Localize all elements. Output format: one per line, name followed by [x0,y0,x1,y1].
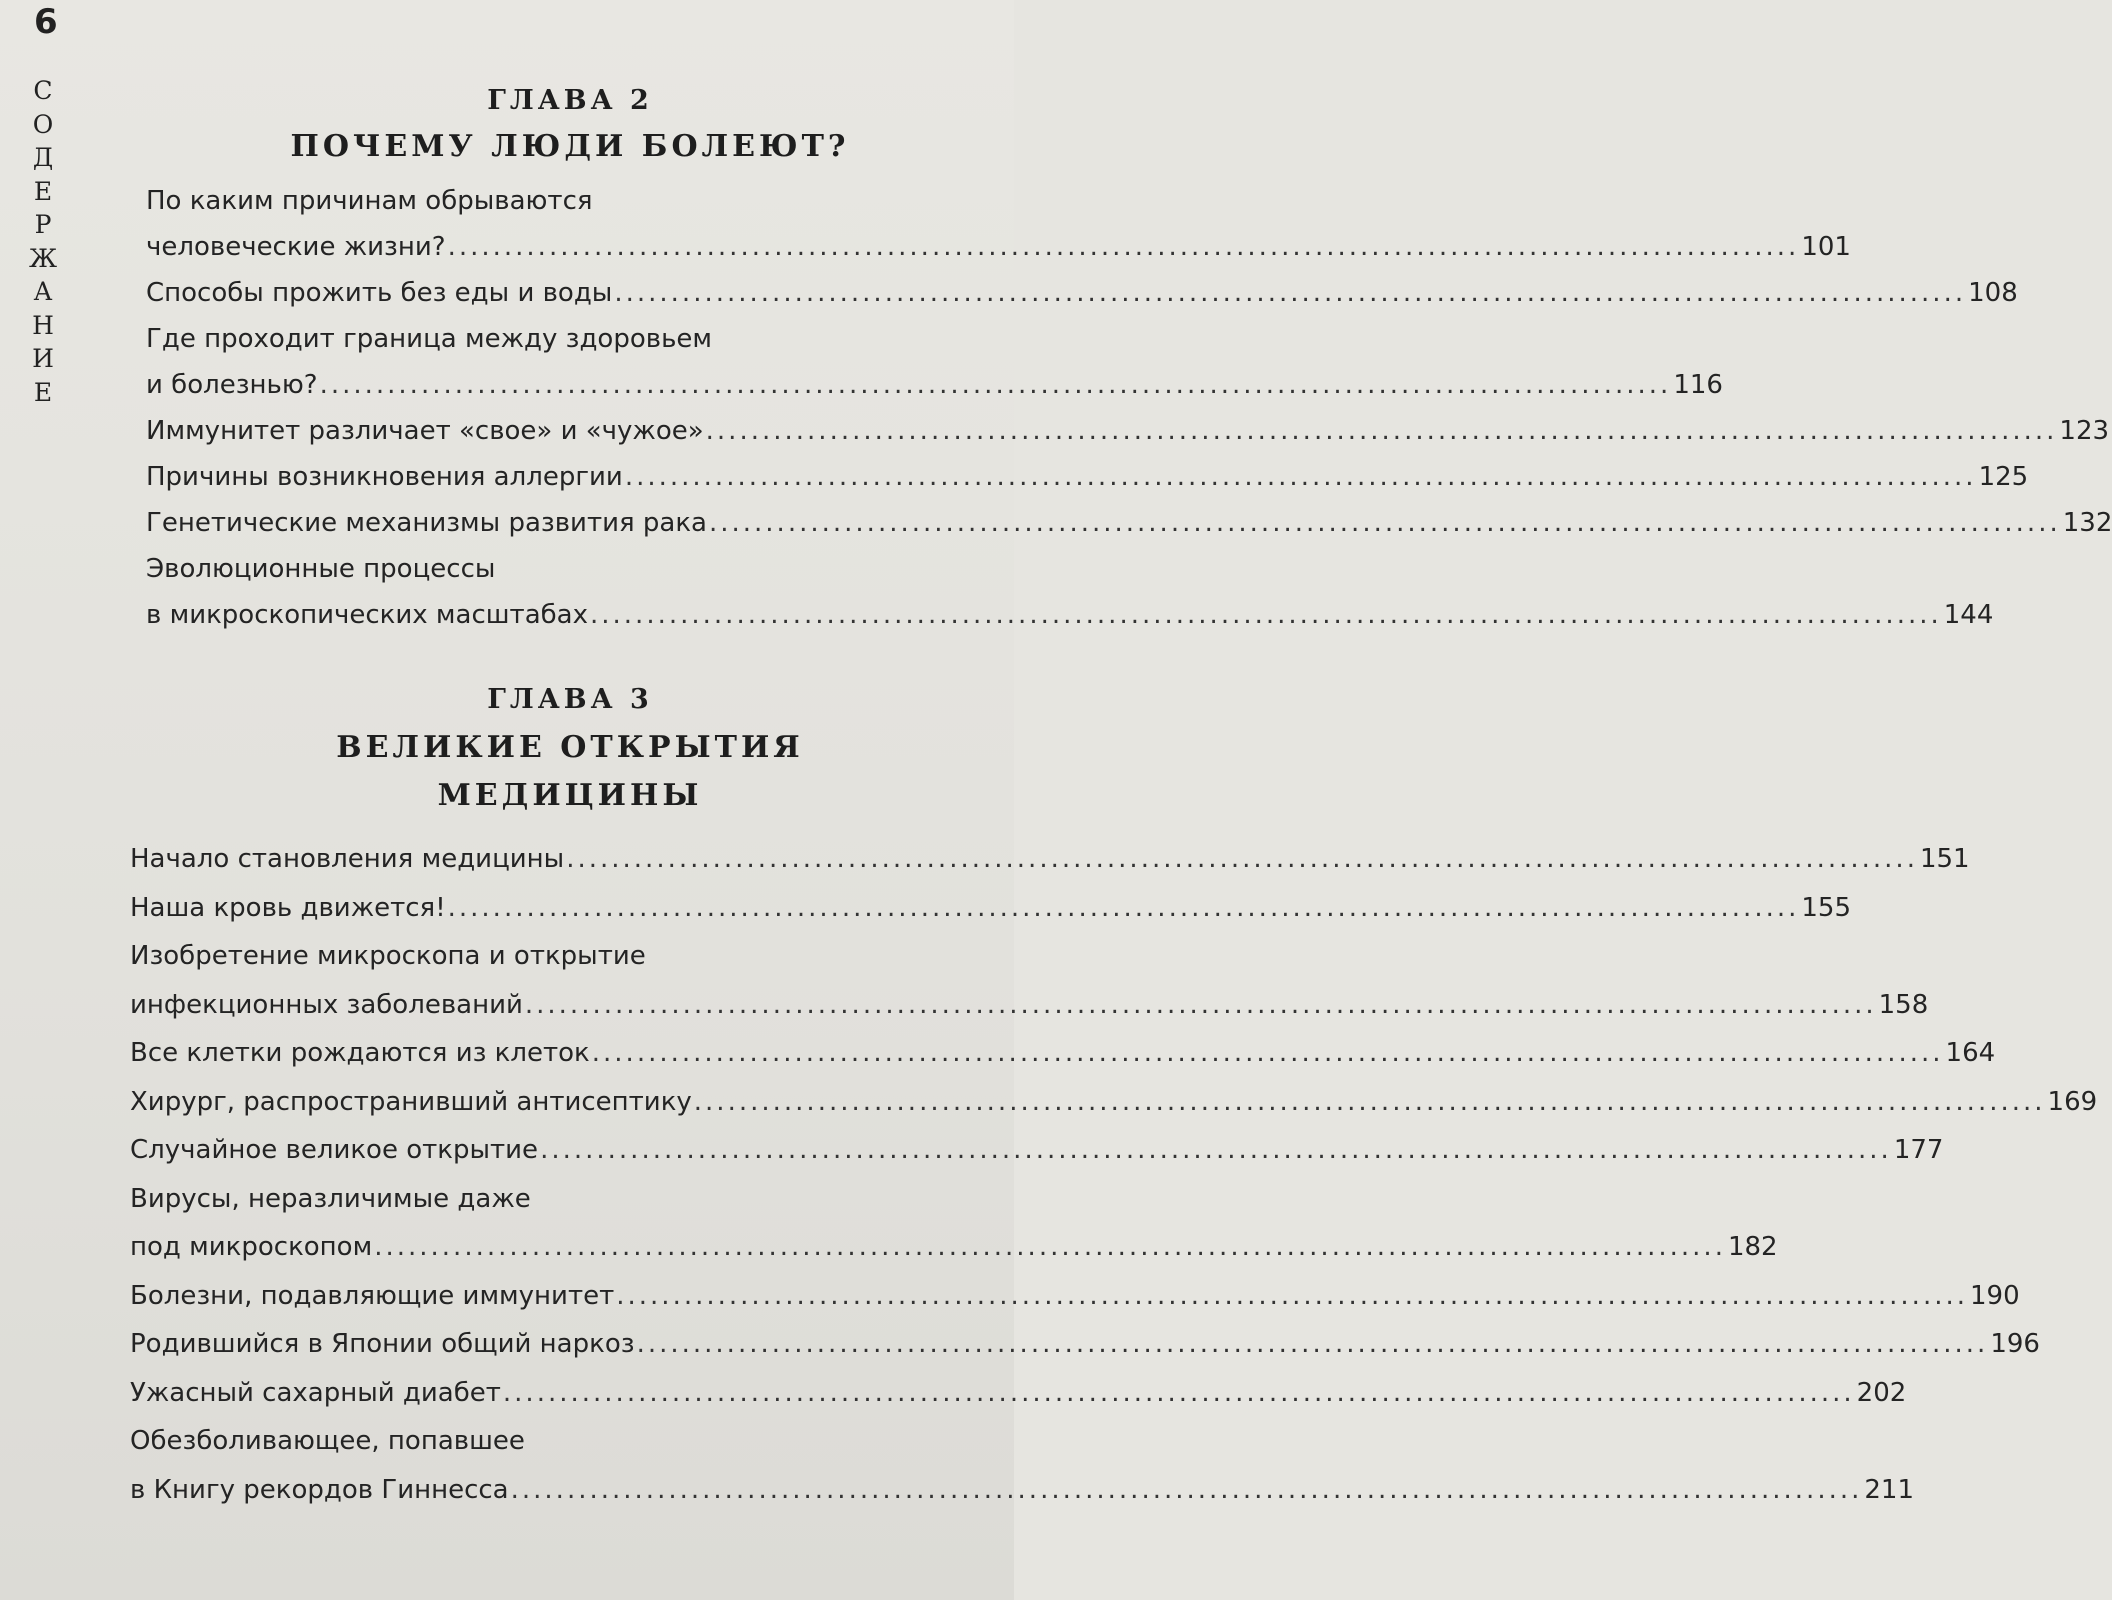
toc-page-number: 177 [1893,1135,1944,1165]
toc-entry-text: По каким причинам обрываются [146,186,593,216]
toc-entry-text: Способы прожить без еды и воды [146,278,613,308]
toc-entry-text: Все клетки рождаются из клеток [130,1038,590,1068]
toc-entry-line [130,885,1852,931]
toc-entry-text: Случайное великое открытие [130,1135,539,1165]
side-title-letter: О [32,109,54,139]
toc-leader-dots: ........................................................................................................................ [447,232,1800,262]
toc-page-number: 125 [1978,462,2029,492]
toc-leader-dots: ........................................................................................................................ [374,1232,1726,1262]
toc-entry-text: Генетические механизмы развития рака [146,508,707,538]
toc-entry-text: Болезни, подавляющие иммунитет [130,1280,615,1311]
toc-entry-line [146,178,958,224]
toc-entry-line [130,1418,962,1464]
toc-page-number: 101 [1801,232,1851,262]
toc-page-number: 123 [2059,416,2110,446]
toc-leader-dots: ........................................................................................................................ [591,1038,1944,1068]
toc-entry-line [130,1224,1778,1270]
toc-entry-line [130,1127,1944,1173]
toc-entry-text: Родившийся в Японии общий наркоз [130,1329,635,1359]
side-title-letter: Е [33,377,53,407]
toc-entry-text: Где проходит граница между здоровьем [146,324,713,354]
toc-entry-text: под микроскопом [130,1232,373,1262]
toc-entry-text: человеческие жизни? [146,232,446,262]
toc-leader-dots: ........................................................................................................................ [614,278,1967,308]
toc-entry-line [130,1176,962,1222]
toc-entry-text: Обезболивающее, попавшее [130,1426,525,1456]
toc-page-number: 144 [1943,600,1994,630]
toc-leader-dots: ........................................................................................................................ [616,1280,1969,1311]
side-title-letter: Р [34,210,52,239]
toc-leader-dots: ........................................................................................................................ [708,508,2061,538]
toc-page-number: 155 [1801,892,1852,923]
chapter-2-heading [260,78,880,170]
toc-page-number: 108 [1968,278,2018,308]
toc-entry-line [146,408,2110,454]
toc-entry-line [146,362,1723,408]
toc-entry-line [130,933,962,979]
toc-page-number: 158 [1878,989,1929,1020]
toc-leader-dots: ........................................................................................................................ [590,600,1942,630]
toc-leader-dots: ........................................................................................................................ [510,1474,1863,1505]
side-title-vertical [26,74,60,409]
toc-entry-line [130,1079,2098,1125]
toc-leader-dots: ........................................................................................................................ [636,1329,1989,1359]
toc-entry-line [130,1321,2040,1367]
chapter-2-title: ПОЧЕМУ ЛЮДИ БОЛЕЮТ? [290,129,850,164]
toc-leader-dots: ........................................................................................................................ [566,844,1918,874]
side-title-letter: Е [33,176,53,206]
toc-entry-line [146,224,1851,270]
toc-entry-line [146,546,958,592]
toc-entry-line [146,316,958,362]
toc-entry-text: Хирург, распространивший антисептику [130,1086,692,1117]
toc-entry-text: Начало становления медицины [130,844,565,874]
toc-entry-text: Иммунитет различает «свое» и «чужое» [146,416,704,446]
toc-entry-line [146,500,2112,546]
toc-entry-line [130,1273,2020,1319]
toc-page-number: 151 [1919,844,1970,874]
toc-entry-text: в Книгу рекордов Гиннесса [130,1474,509,1505]
toc-entry-line [146,270,2018,316]
toc-entry-line [146,454,2029,500]
toc-page-number: 211 [1864,1474,1915,1505]
toc-entry-text: и болезнью? [146,370,318,400]
toc-page-number: 116 [1673,370,1723,400]
side-title-letter: Д [32,143,54,172]
toc-entry-line [130,1467,1915,1513]
chapter-2-label: ГЛАВА 2 [487,85,653,116]
toc-entry-text: Причины возникновения аллергии [146,462,623,492]
toc-page-number: 190 [1970,1280,2020,1311]
toc-leader-dots: ........................................................................................................................ [524,989,1877,1020]
toc-entry-text: инфекционных заболеваний [130,989,523,1020]
toc-leader-dots: ........................................................................................................................ [624,462,1977,492]
side-title-letter: Н [32,310,54,340]
toc-entry-text: Вирусы, неразличимые даже [130,1183,531,1214]
toc-entry-text: Ужасный сахарный диабет [130,1377,501,1408]
toc-entry-text: Наша кровь движется! [130,892,446,923]
toc-entry-text: Изобретение микроскопа и открытие [130,941,646,971]
toc-page-number: 196 [1990,1329,2040,1359]
side-title-letter: Ж [28,243,58,273]
chapter-3-title-line-1: ВЕЛИКИЕ ОТКРЫТИЯ [336,730,804,765]
toc-page-number: 132 [2062,508,2112,538]
page-number: 6 [34,2,58,42]
toc-leader-dots: ........................................................................................................................ [540,1135,1892,1165]
side-title-letter: С [33,76,53,105]
toc-entry-line [130,836,1970,882]
toc-page-number: 182 [1727,1232,1778,1262]
chapter-3-title-line-2: МЕДИЦИНЫ [437,778,703,813]
side-title-letter: И [32,344,54,373]
chapter-3-label: ГЛАВА 3 [487,684,653,715]
chapter-3-heading [260,676,880,820]
toc-leader-dots: ........................................................................................................................ [705,416,2058,446]
toc-leader-dots: ........................................................................................................................ [447,892,1800,923]
toc-leader-dots: ........................................................................................................................ [693,1086,2046,1117]
toc-page-number: 164 [1945,1038,1996,1068]
side-title-letter: А [33,277,53,306]
toc-entry-text: Эволюционные процессы [146,554,496,584]
toc-page-number: 202 [1856,1377,1907,1408]
toc-entry-line [130,1370,1907,1416]
toc-page-number: 169 [2047,1086,2098,1117]
toc-leader-dots: ........................................................................................................................ [502,1377,1855,1408]
toc-leader-dots: ........................................................................................................................ [319,370,1672,400]
toc-entry-line [130,982,1929,1028]
toc-entry-line [146,592,1994,638]
toc-entry-text: в микроскопических масштабах [146,600,588,630]
toc-entry-line [130,1030,1996,1076]
